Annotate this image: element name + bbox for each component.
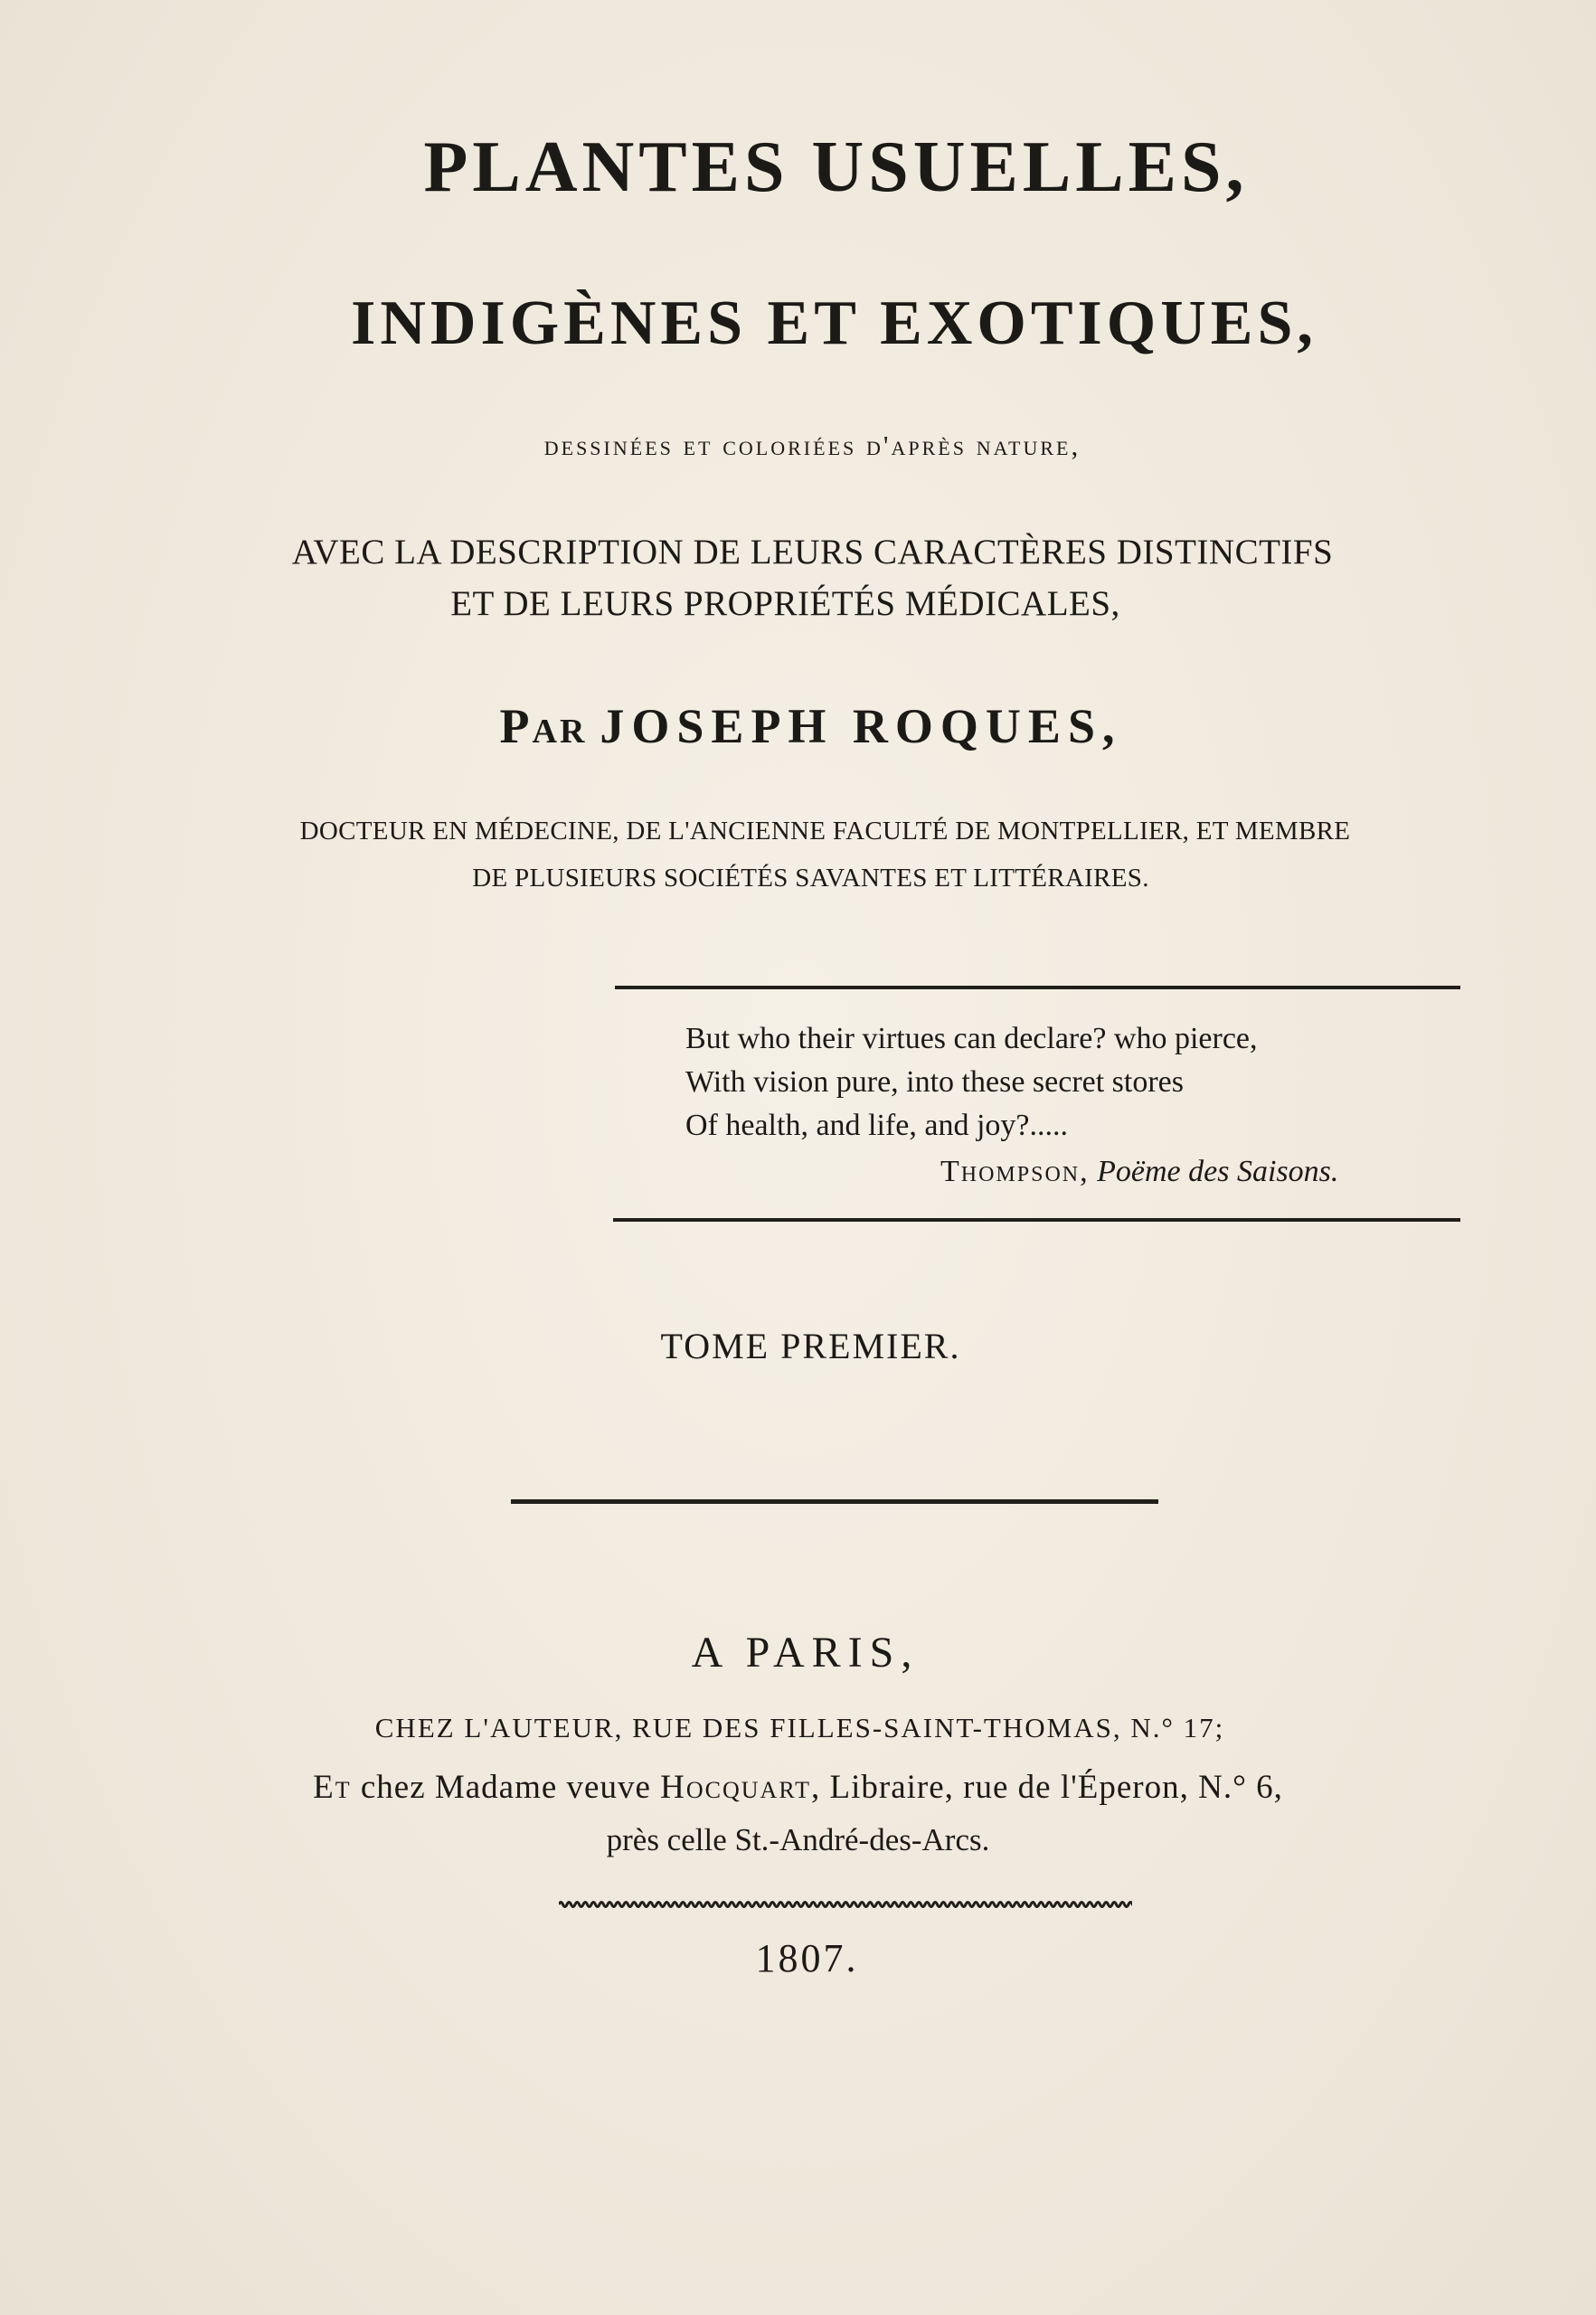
main-title-line-1: PLANTES USUELLES, (423, 128, 1249, 207)
imprint-address-2-suffix: , Libraire, rue de l'Éperon, N.° 6, (811, 1769, 1283, 1806)
main-title-line-2: INDIGÈNES ET EXOTIQUES, (351, 288, 1317, 358)
epigraph-author: Thompson, (940, 1155, 1090, 1188)
credentials-line-1: DOCTEUR EN MÉDECINE, DE L'ANCIENNE FACULTÉ DE MONTPELLIER, ET MEMBRE (299, 817, 1351, 846)
imprint-address-2 (0, 1768, 1596, 1807)
imprint-address-2-prefix: Et (313, 1769, 352, 1806)
epigraph-quote (685, 1017, 1258, 1148)
imprint-address-2-mid: chez Madame veuve (351, 1769, 661, 1806)
middle-rule (511, 1499, 1158, 1504)
description-line-1: AVEC LA DESCRIPTION DE LEURS CARACTÈRES DISTINCTIFS (291, 533, 1334, 572)
epigraph-line-2: With vision pure, into these secret stores (685, 1065, 1185, 1099)
imprint-city: A PARIS, (691, 1629, 920, 1677)
epigraph-line-3: Of health, and life, and joy?..... (685, 1109, 1068, 1142)
wavy-ornament-rule (559, 1896, 1132, 1913)
description-line-2: ET DE LEURS PROPRIÉTÉS MÉDICALES, (450, 584, 1120, 623)
subtitle: dessinées et coloriées d'après nature, (543, 430, 1081, 461)
imprint-address-1: CHEZ L'AUTEUR, RUE DES FILLES-SAINT-THOMAS, N.° 17; (374, 1712, 1225, 1743)
publication-year: 1807. (755, 1936, 859, 1980)
credentials-line-2: DE PLUSIEURS SOCIÉTÉS SAVANTES ET LITTÉRAIRES. (472, 864, 1149, 893)
imprint-address-3: près celle St.-André-des-Arcs. (606, 1822, 990, 1857)
author-name: JOSEPH ROQUES, (600, 699, 1122, 753)
author-by: Par (499, 699, 588, 753)
epigraph-attribution (940, 1155, 1338, 1189)
epigraph-top-rule (615, 986, 1460, 989)
volume-label: TOME PREMIER. (660, 1326, 961, 1366)
imprint-publisher-name: Hocquart (660, 1769, 811, 1806)
epigraph-work: Poëme des Saisons. (1097, 1155, 1339, 1188)
author-line (13, 698, 1596, 754)
epigraph-line-1: But who their virtues can declare? who pierce, (685, 1022, 1258, 1055)
epigraph-bottom-rule (613, 1218, 1460, 1222)
